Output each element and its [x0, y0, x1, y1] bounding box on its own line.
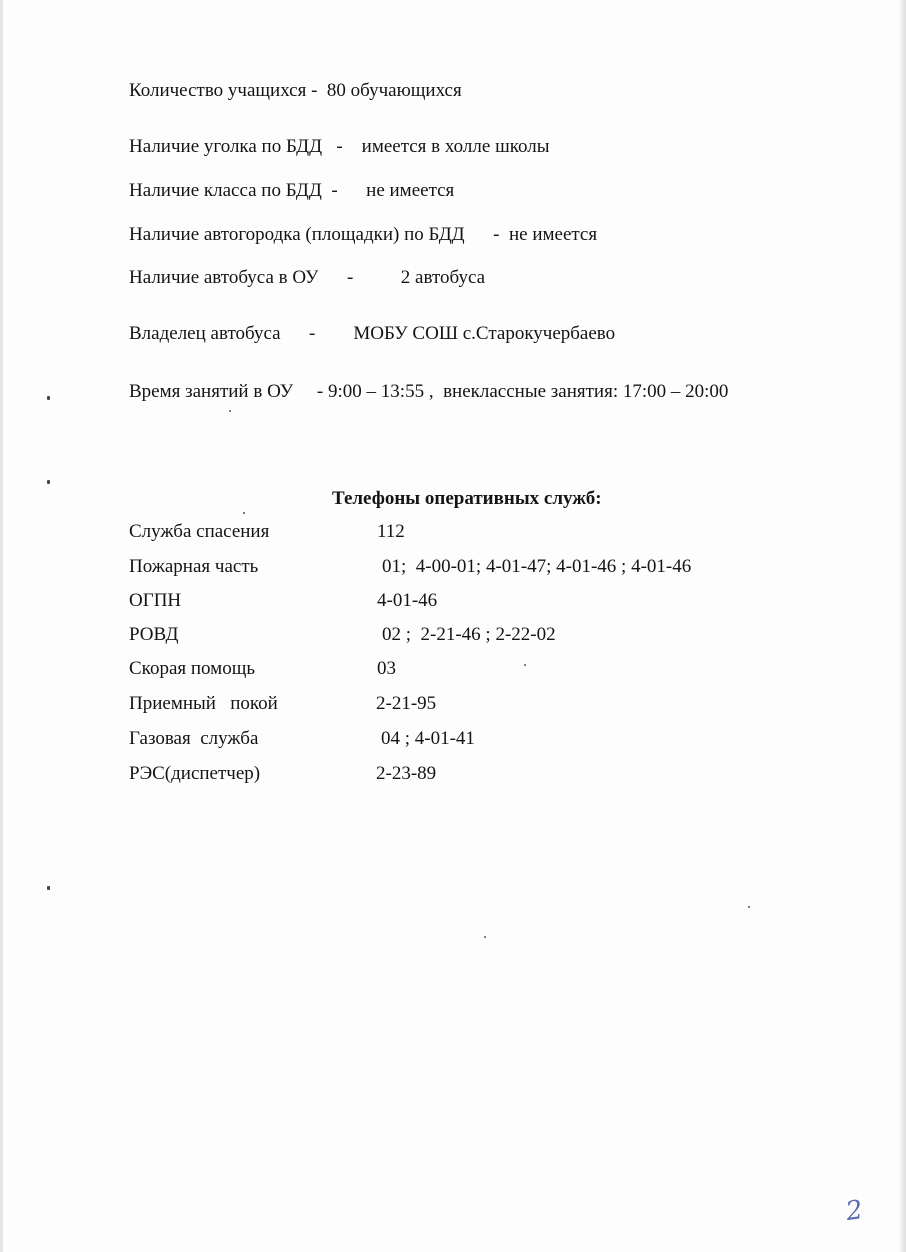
scan-speck: [748, 906, 750, 908]
bus-availability: Наличие автобуса в ОУ - 2 автобуса: [129, 267, 486, 288]
service-phone: 03: [377, 658, 396, 679]
phones-heading: Телефоны оперативных служб:: [332, 488, 602, 509]
service-name: Приемный покой: [129, 693, 278, 714]
students-count: Количество учащихся - 80 обучающихся: [129, 80, 462, 101]
phone-row: [129, 624, 829, 648]
service-phone: 4-01-46: [377, 590, 438, 611]
phone-row: [129, 728, 829, 752]
bdd-corner: Наличие уголка по БДД - имеется в холле школы: [129, 136, 550, 157]
school-schedule: Время занятий в ОУ - 9:00 – 13:55 , внеклассные занятия: 17:00 – 20:00: [129, 381, 729, 402]
service-phone: 02 ; 2-21-46 ; 2-22-02: [382, 624, 556, 645]
binder-mark: [47, 886, 50, 890]
bus-owner: Владелец автобуса - МОБУ СОШ с.Старокучербаево: [129, 323, 616, 344]
service-name: РОВД: [129, 624, 179, 645]
autotown: Наличие автогородка (площадки) по БДД - не имеется: [129, 224, 598, 245]
phone-row: [129, 763, 829, 787]
service-phone: 2-23-89: [376, 763, 437, 784]
page-number: 2: [843, 1194, 865, 1228]
phone-row: [129, 590, 829, 614]
service-phone: 2-21-95: [376, 693, 437, 714]
scan-speck: [229, 410, 231, 412]
binder-mark: [47, 396, 50, 400]
phone-row: [129, 693, 829, 717]
service-name: Газовая служба: [129, 728, 259, 749]
scan-speck: [243, 512, 245, 514]
service-name: РЭС(диспетчер): [129, 763, 261, 784]
phone-row: [129, 658, 829, 682]
scan-speck: [484, 936, 486, 938]
service-phone: 04 ; 4-01-41: [381, 728, 475, 749]
page-right-edge: [900, 0, 906, 1252]
phone-row: [129, 521, 829, 545]
service-name: Пожарная часть: [129, 556, 259, 577]
service-phone: 01; 4-00-01; 4-01-47; 4-01-46 ; 4-01-46: [382, 556, 692, 577]
service-name: Скорая помощь: [129, 658, 255, 679]
bdd-class: Наличие класса по БДД - не имеется: [129, 180, 455, 201]
service-name: ОГПН: [129, 590, 182, 611]
service-phone: 112: [377, 521, 405, 542]
page-left-edge: [0, 0, 3, 1252]
service-name: Служба спасения: [129, 521, 270, 542]
phone-row: [129, 556, 829, 580]
binder-mark: [47, 480, 50, 484]
